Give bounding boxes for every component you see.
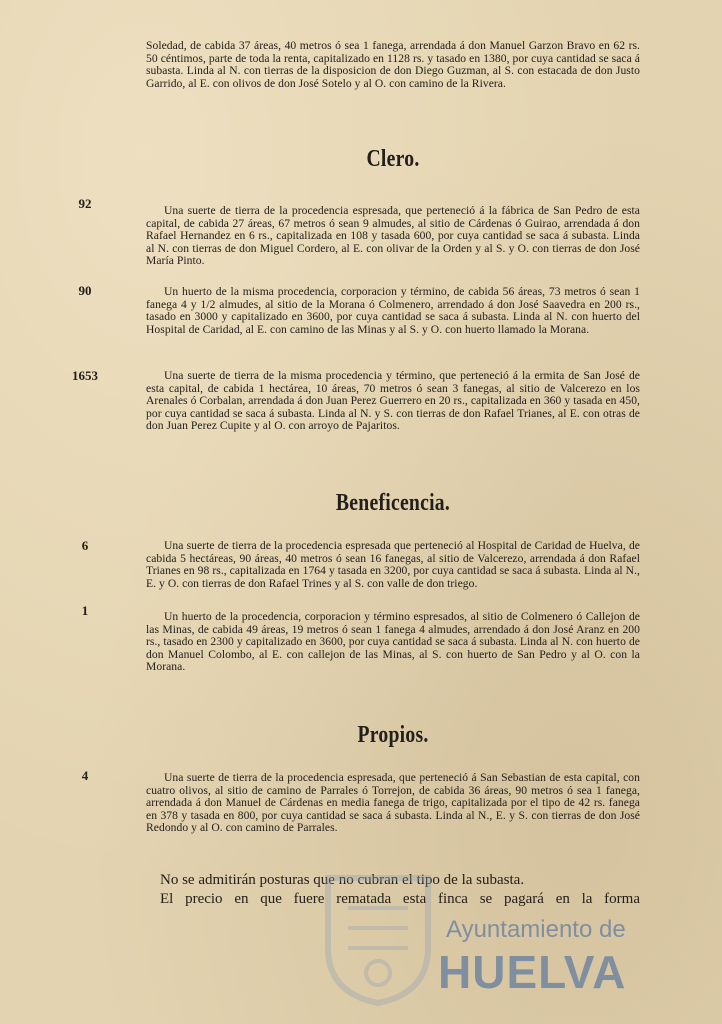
entry-text (146, 540, 640, 590)
watermark-line2: HUELVA (438, 946, 627, 998)
entry-number: 1653 (72, 368, 98, 383)
entry-number: 92 (78, 196, 92, 211)
entry-number: 4 (81, 768, 89, 783)
section-heading-propios: Propios. (357, 722, 429, 748)
entry-text (146, 772, 640, 835)
opening-paragraph: Soledad, de cabida 37 áreas, 40 metros ó sea 1 fanega, arrendada á don Manuel Garzon Bravo en 62 rs. 50 céntimos, parte de toda la renta, capitalizado en 1128 rs. y tasado en 1380, por cuya cantidad se saca á subasta. Linda al N. con tierras de la disposicion de don Diego Guzman, al S. con estacada de don Justo Garrido, al E. con olivos de don José Sotelo y al O. con camino de la Rivera. (146, 39, 640, 90)
closing-text: No se admitirán posturas que no cubran el tipo de la subasta. (160, 872, 525, 888)
entry-text (146, 370, 640, 433)
entry-number: 90 (78, 283, 92, 298)
watermark-line1: Ayuntamiento de (446, 916, 626, 943)
entry-number: 1 (81, 603, 89, 618)
entry-text-body: Una suerte de tierra de la misma procedencia y término, que perteneció á la ermita de San José de esta capital, de cabida 1 hectárea, 10 áreas, 70 metros ó sean 3 fanegas, al sitio de Valcerezo en los Arenales ó Corbalan, arrendada á don Juan Perez Guerrero en 20 rs., capitalizada en 360 y tasada en 450, por cuya cantidad se saca á subasta. Linda al N. y S. con tierras de don Rafael Trianes, al E. con otras de don Juan Perez Cupite y al O. con arroyo de Pajaritos. (146, 369, 640, 433)
closing-text: El precio en que fuere rematada esta finca se pagará en la forma (160, 891, 640, 907)
entry-number: 6 (81, 538, 89, 553)
entry-text-body: Una suerte de tierra de la procedencia espresada, que perteneció á San Sebastian de esta capital, con cuatro olivos, al sitio de camino de Parrales ó Torrejon, de cabida 36 áreas, 90 metros ó sea 1 fanega, arrendada á don Manuel de Cárdenas en media fanega de trigo, capitalizada por el tipo de 42 rs. fanega en 378 y tasada en 800, por cuya cantidad se saca á subasta. Linda al N., E. y S. con tierras de don José Redondo y al O. con camino de Parrales. (146, 771, 640, 835)
entry-text (146, 286, 640, 336)
entry-text-body: Una suerte de tierra de la procedencia espresada, que perteneció á la fábrica de San Pedro de esta capital, de cabida 27 áreas, 67 metros ó sean 9 almudes, al sitio de Cárdenas ó Guirao, arrendada á don Rafael Hernandez en 6 rs., capitalizada en 108 y tasada 600, por cuya cantidad se saca á subasta. Linda al N. con tierras de don Miguel Cordero, al E. con olivar de la Orden y al S. y O. con tierras de don José María Pinto. (146, 204, 640, 268)
entry-text (146, 205, 640, 268)
section-heading-beneficencia: Beneficencia. (335, 490, 451, 516)
entry-text-body: Un huerto de la misma procedencia, corporacion y término, de cabida 56 áreas, 73 metros ó sean 1 fanega 4 y 1/2 almudes, al sitio de la Morana ó Colmenero, arrendado á don José Saavedra en 200 rs., tasado en 3000 y capitalizado en 3600, por cuya cantidad se saca á subasta. Linda al N. con huerto del Hospital de Caridad, al E. con camino de las Minas y al S. y O. con huerto llamado la Morana. (146, 285, 640, 336)
entry-text (146, 611, 640, 674)
entry-text-body: Una suerte de tierra de la procedencia espresada que perteneció al Hospital de Caridad de Huelva, de cabida 5 hectáreas, 90 áreas, 40 metros ó sean 16 fanegas, al sitio de Valcerezo, arrendada á don Rafael Trianes en 98 rs., capitalizada en 1764 y tasada en 3200, por cuya cantidad se saca á subasta. Linda al N., E. y O. con tierras de don Rafael Trines y al S. con valle de don triego. (146, 539, 640, 590)
section-heading-clero: Clero. (366, 146, 420, 172)
entry-text-body: Un huerto de la procedencia, corporacion y término espresados, al sitio de Colmenero ó Callejon de las Minas, de cabida 49 áreas, 19 metros ó sean 1 fanega 4 almudes, arrendado á don José Aranz en 200 rs., tasado en 2300 y capitalizado en 3600, por cuya cantidad se saca á subasta. Linda al N. con huerto de don Manuel Colombo, al E. con callejon de las Minas, al S. con huerto de San Pedro y al O. con la Morana. (146, 610, 640, 674)
